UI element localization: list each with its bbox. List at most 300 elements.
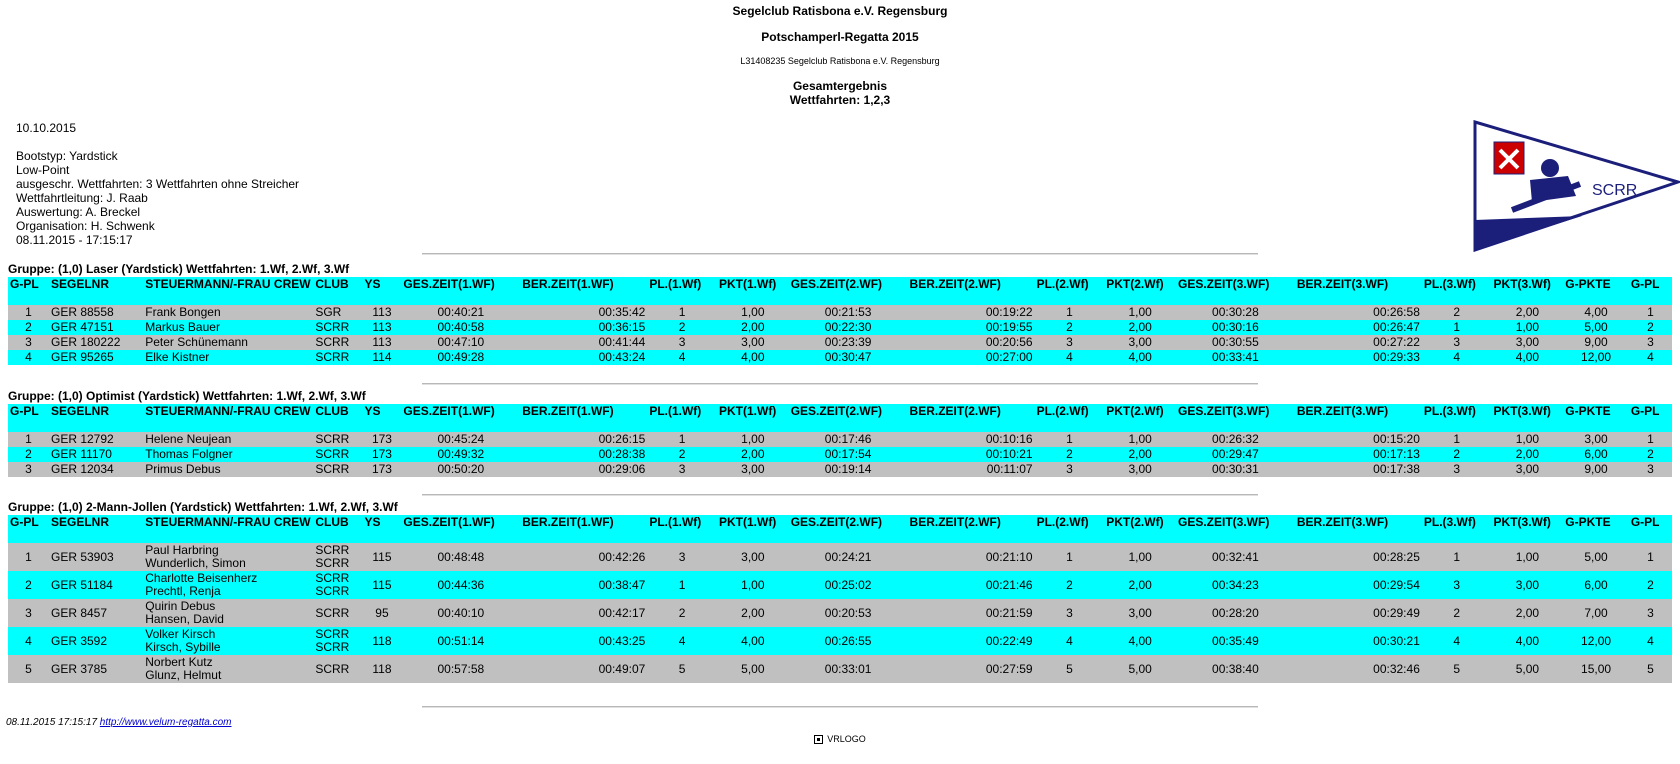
group-optimist bbox=[8, 389, 1672, 477]
cell-pkt-3: 3,00 bbox=[1492, 571, 1564, 599]
club-pennant-logo bbox=[1472, 120, 1680, 252]
cell-pkt-3: 2,00 bbox=[1492, 447, 1564, 462]
column-header-club: CLUB bbox=[313, 515, 362, 543]
cell-pl-2: 3 bbox=[1035, 462, 1105, 477]
cell-g-pkte: 6,00 bbox=[1563, 571, 1629, 599]
cell-ges-zeit-1: 00:48:48 bbox=[401, 543, 520, 571]
cell-g-pl: 4 bbox=[8, 350, 49, 365]
cell-steuermann-crew: Peter Schünemann bbox=[143, 335, 313, 350]
cell-pkt-2: 3,00 bbox=[1104, 335, 1176, 350]
column-header-pl-1: PL.(1.Wf) bbox=[647, 404, 717, 432]
cell-ber-zeit-2: 00:11:07 bbox=[908, 462, 1035, 477]
cell-pkt-1: 3,00 bbox=[717, 543, 789, 571]
column-header-club: CLUB bbox=[313, 277, 362, 305]
column-header-g-pkte: G-PKTE bbox=[1563, 515, 1629, 543]
cell-steuermann-crew: Frank Bongen bbox=[143, 305, 313, 320]
column-header-pl-3: PL.(3.Wf) bbox=[1422, 404, 1492, 432]
info-line: ausgeschr. Wettfahrten: 3 Wettfahrten ohne Streicher bbox=[16, 177, 300, 191]
cell-ber-zeit-2: 00:10:21 bbox=[908, 447, 1035, 462]
column-header-segelnr: SEGELNR bbox=[49, 404, 143, 432]
cell-pl-3: 1 bbox=[1422, 432, 1492, 447]
cell-ber-zeit-1: 00:28:38 bbox=[520, 447, 647, 462]
table-row bbox=[8, 432, 1672, 447]
cell-ys: 118 bbox=[363, 627, 402, 655]
cell-pl-1: 1 bbox=[647, 305, 717, 320]
header-row bbox=[8, 277, 1672, 305]
vrlogo-text: VRLOGO bbox=[827, 734, 866, 744]
column-header-ges-zeit-2: GES.ZEIT(2.WF) bbox=[789, 515, 908, 543]
cell-ber-zeit-2: 00:21:46 bbox=[908, 571, 1035, 599]
cell-g-pl: 2 bbox=[8, 320, 49, 335]
cell-ges-zeit-2: 00:25:02 bbox=[789, 571, 908, 599]
column-header-pl-2: PL.(2.Wf) bbox=[1035, 404, 1105, 432]
cell-ys: 114 bbox=[363, 350, 402, 365]
cell-ges-zeit-1: 00:40:58 bbox=[401, 320, 520, 335]
cell-pl-3: 4 bbox=[1422, 350, 1492, 365]
cell-ber-zeit-1: 00:43:25 bbox=[520, 627, 647, 655]
cell-ges-zeit-3: 00:38:40 bbox=[1176, 655, 1295, 683]
cell-club: SCRR bbox=[313, 432, 362, 447]
cell-g-pkte: 9,00 bbox=[1563, 462, 1629, 477]
column-header-ys: YS bbox=[363, 515, 402, 543]
cell-g-pkte: 5,00 bbox=[1563, 320, 1629, 335]
column-header-ber-zeit-2: BER.ZEIT(2.WF) bbox=[908, 277, 1035, 305]
cell-pl-3: 2 bbox=[1422, 599, 1492, 627]
cell-pl-3: 3 bbox=[1422, 335, 1492, 350]
column-header-ges-zeit-1: GES.ZEIT(1.WF) bbox=[401, 515, 520, 543]
column-header-pkt-2: PKT(2.Wf) bbox=[1104, 515, 1176, 543]
cell-pkt-3: 1,00 bbox=[1492, 320, 1564, 335]
results-table bbox=[8, 515, 1672, 683]
column-header-pl-1: PL.(1.Wf) bbox=[647, 277, 717, 305]
cell-g-pkte: 3,00 bbox=[1563, 432, 1629, 447]
cell-pl-1: 2 bbox=[647, 599, 717, 627]
results-table bbox=[8, 277, 1672, 365]
cell-g-pl-final: 1 bbox=[1629, 543, 1672, 571]
cell-g-pkte: 4,00 bbox=[1563, 305, 1629, 320]
cell-pl-1: 1 bbox=[647, 432, 717, 447]
column-header-pl-3: PL.(3.Wf) bbox=[1422, 277, 1492, 305]
cell-ges-zeit-2: 00:20:53 bbox=[789, 599, 908, 627]
cell-ber-zeit-2: 00:19:22 bbox=[908, 305, 1035, 320]
cell-pkt-2: 1,00 bbox=[1104, 305, 1176, 320]
cell-pl-1: 5 bbox=[647, 655, 717, 683]
cell-g-pl: 1 bbox=[8, 543, 49, 571]
cell-ber-zeit-1: 00:41:44 bbox=[520, 335, 647, 350]
cell-club: SCRR bbox=[313, 320, 362, 335]
column-header-g-pl-final: G-PL bbox=[1629, 515, 1672, 543]
info-line: Low-Point bbox=[16, 163, 70, 177]
cell-pkt-2: 4,00 bbox=[1104, 627, 1176, 655]
cell-club: SCRR bbox=[313, 447, 362, 462]
cell-pl-1: 1 bbox=[647, 571, 717, 599]
cell-steuermann-crew: Helene Neujean bbox=[143, 432, 313, 447]
cell-ys: 95 bbox=[363, 599, 402, 627]
group-title: Gruppe: (1,0) Laser (Yardstick) Wettfahrten: 1.Wf, 2.Wf, 3.Wf bbox=[8, 262, 350, 276]
cell-segelnr: GER 3592 bbox=[49, 627, 143, 655]
cell-segelnr: GER 47151 bbox=[49, 320, 143, 335]
cell-steuermann-crew: Primus Debus bbox=[143, 462, 313, 477]
cell-pl-3: 4 bbox=[1422, 627, 1492, 655]
column-header-g-pl: G-PL bbox=[8, 277, 49, 305]
group-laser bbox=[8, 262, 1672, 365]
cell-g-pl-final: 5 bbox=[1629, 655, 1672, 683]
table-row bbox=[8, 627, 1672, 655]
header-row bbox=[8, 404, 1672, 432]
footer bbox=[6, 717, 232, 728]
cell-pl-1: 4 bbox=[647, 350, 717, 365]
column-header-pkt-1: PKT(1.Wf) bbox=[717, 277, 789, 305]
cell-g-pl: 1 bbox=[8, 305, 49, 320]
cell-ber-zeit-3: 00:17:38 bbox=[1295, 462, 1422, 477]
cell-pl-1: 3 bbox=[647, 335, 717, 350]
column-header-ges-zeit-3: GES.ZEIT(3.WF) bbox=[1176, 515, 1295, 543]
cell-ges-zeit-2: 00:33:01 bbox=[789, 655, 908, 683]
cell-g-pl-final: 1 bbox=[1629, 432, 1672, 447]
cell-pkt-1: 2,00 bbox=[717, 320, 789, 335]
regatta-code: L31408235 Segelclub Ratisbona e.V. Regensburg bbox=[740, 56, 940, 66]
cell-ges-zeit-1: 00:40:10 bbox=[401, 599, 520, 627]
cell-ber-zeit-1: 00:36:15 bbox=[520, 320, 647, 335]
cell-g-pl-final: 2 bbox=[1629, 320, 1672, 335]
cell-ges-zeit-2: 00:17:46 bbox=[789, 432, 908, 447]
club-title: Segelclub Ratisbona e.V. Regensburg bbox=[732, 4, 948, 18]
table-row bbox=[8, 335, 1672, 350]
cell-pl-2: 2 bbox=[1035, 447, 1105, 462]
cell-club: SCRR SCRR bbox=[313, 627, 362, 655]
cell-pkt-2: 1,00 bbox=[1104, 543, 1176, 571]
cell-pl-1: 2 bbox=[647, 447, 717, 462]
cell-steuermann-crew: Quirin Debus Hansen, David bbox=[143, 599, 313, 627]
results-table bbox=[8, 404, 1672, 477]
column-header-pl-2: PL.(2.Wf) bbox=[1035, 515, 1105, 543]
cell-ber-zeit-1: 00:49:07 bbox=[520, 655, 647, 683]
cell-pkt-2: 2,00 bbox=[1104, 447, 1176, 462]
cell-pkt-2: 2,00 bbox=[1104, 320, 1176, 335]
cell-g-pl-final: 2 bbox=[1629, 447, 1672, 462]
cell-ges-zeit-3: 00:34:23 bbox=[1176, 571, 1295, 599]
cell-pkt-2: 3,00 bbox=[1104, 599, 1176, 627]
cell-g-pkte: 12,00 bbox=[1563, 627, 1629, 655]
cell-pl-2: 4 bbox=[1035, 350, 1105, 365]
cell-club: SCRR bbox=[313, 350, 362, 365]
table-row bbox=[8, 305, 1672, 320]
column-header-ges-zeit-2: GES.ZEIT(2.WF) bbox=[789, 404, 908, 432]
cell-pkt-2: 4,00 bbox=[1104, 350, 1176, 365]
cell-ges-zeit-3: 00:30:16 bbox=[1176, 320, 1295, 335]
table-row bbox=[8, 320, 1672, 335]
regatta-title: Potschamperl-Regatta 2015 bbox=[761, 30, 919, 44]
column-header-ber-zeit-2: BER.ZEIT(2.WF) bbox=[908, 404, 1035, 432]
cell-ges-zeit-3: 00:30:55 bbox=[1176, 335, 1295, 350]
info-line: Wettfahrtleitung: J. Raab bbox=[16, 191, 148, 205]
velum-link[interactable]: http://www.velum-regatta.com bbox=[99, 717, 232, 728]
cell-ber-zeit-3: 00:29:33 bbox=[1295, 350, 1422, 365]
cell-club: SCRR bbox=[313, 599, 362, 627]
column-header-pkt-3: PKT(3.Wf) bbox=[1492, 277, 1564, 305]
cell-segelnr: GER 8457 bbox=[49, 599, 143, 627]
column-header-ber-zeit-3: BER.ZEIT(3.WF) bbox=[1295, 277, 1422, 305]
cell-ys: 113 bbox=[363, 305, 402, 320]
cell-ys: 173 bbox=[363, 432, 402, 447]
cell-pkt-1: 1,00 bbox=[717, 305, 789, 320]
cell-pkt-3: 1,00 bbox=[1492, 432, 1564, 447]
column-header-g-pkte: G-PKTE bbox=[1563, 277, 1629, 305]
cell-pkt-3: 3,00 bbox=[1492, 462, 1564, 477]
info-line: Organisation: H. Schwenk bbox=[16, 219, 155, 233]
cell-g-pkte: 5,00 bbox=[1563, 543, 1629, 571]
cell-ges-zeit-3: 00:28:20 bbox=[1176, 599, 1295, 627]
column-header-ges-zeit-1: GES.ZEIT(1.WF) bbox=[401, 404, 520, 432]
cell-ges-zeit-2: 00:30:47 bbox=[789, 350, 908, 365]
column-header-pkt-2: PKT(2.Wf) bbox=[1104, 404, 1176, 432]
cell-pl-3: 3 bbox=[1422, 571, 1492, 599]
cell-pl-3: 3 bbox=[1422, 462, 1492, 477]
cell-ges-zeit-3: 00:30:31 bbox=[1176, 462, 1295, 477]
cell-steuermann-crew: Charlotte Beisenherz Prechtl, Renja bbox=[143, 571, 313, 599]
column-header-pkt-1: PKT(1.Wf) bbox=[717, 515, 789, 543]
cell-segelnr: GER 12792 bbox=[49, 432, 143, 447]
cell-ber-zeit-3: 00:28:25 bbox=[1295, 543, 1422, 571]
cell-segelnr: GER 12034 bbox=[49, 462, 143, 477]
cell-ber-zeit-2: 00:21:10 bbox=[908, 543, 1035, 571]
cell-pkt-3: 2,00 bbox=[1492, 599, 1564, 627]
column-header-ber-zeit-3: BER.ZEIT(3.WF) bbox=[1295, 404, 1422, 432]
cell-ber-zeit-2: 00:27:59 bbox=[908, 655, 1035, 683]
cell-pkt-1: 3,00 bbox=[717, 462, 789, 477]
regatta-info bbox=[16, 121, 299, 247]
cell-ges-zeit-2: 00:19:14 bbox=[789, 462, 908, 477]
cell-pl-3: 1 bbox=[1422, 320, 1492, 335]
column-header-pl-2: PL.(2.Wf) bbox=[1035, 277, 1105, 305]
column-header-pl-3: PL.(3.Wf) bbox=[1422, 515, 1492, 543]
cell-ber-zeit-3: 00:29:49 bbox=[1295, 599, 1422, 627]
cell-pl-2: 3 bbox=[1035, 335, 1105, 350]
cell-pl-1: 3 bbox=[647, 543, 717, 571]
column-header-ys: YS bbox=[363, 277, 402, 305]
cell-ber-zeit-2: 00:21:59 bbox=[908, 599, 1035, 627]
cell-g-pkte: 12,00 bbox=[1563, 350, 1629, 365]
cell-ber-zeit-3: 00:26:58 bbox=[1295, 305, 1422, 320]
cell-pkt-3: 5,00 bbox=[1492, 655, 1564, 683]
cell-g-pl: 4 bbox=[8, 627, 49, 655]
cell-ber-zeit-3: 00:26:47 bbox=[1295, 320, 1422, 335]
cell-pkt-1: 5,00 bbox=[717, 655, 789, 683]
cell-pkt-1: 2,00 bbox=[717, 599, 789, 627]
cell-pl-1: 4 bbox=[647, 627, 717, 655]
cell-steuermann-crew: Norbert Kutz Glunz, Helmut bbox=[143, 655, 313, 683]
cell-ges-zeit-1: 00:47:10 bbox=[401, 335, 520, 350]
cell-ber-zeit-3: 00:15:20 bbox=[1295, 432, 1422, 447]
column-header-pkt-3: PKT(3.Wf) bbox=[1492, 515, 1564, 543]
cell-g-pl: 2 bbox=[8, 571, 49, 599]
info-line: Auswertung: A. Breckel bbox=[16, 205, 141, 219]
cell-g-pl: 1 bbox=[8, 432, 49, 447]
cell-ber-zeit-2: 00:22:49 bbox=[908, 627, 1035, 655]
cell-ges-zeit-1: 00:50:20 bbox=[401, 462, 520, 477]
vrlogo-icon bbox=[814, 735, 823, 744]
cell-ges-zeit-2: 00:23:39 bbox=[789, 335, 908, 350]
info-line: Bootstyp: Yardstick bbox=[16, 149, 118, 163]
cell-ber-zeit-2: 00:10:16 bbox=[908, 432, 1035, 447]
cell-pkt-1: 1,00 bbox=[717, 571, 789, 599]
column-header-ber-zeit-1: BER.ZEIT(1.WF) bbox=[520, 404, 647, 432]
cell-ber-zeit-2: 00:19:55 bbox=[908, 320, 1035, 335]
cell-pkt-3: 4,00 bbox=[1492, 350, 1564, 365]
cell-club: SCRR SCRR bbox=[313, 571, 362, 599]
column-header-steuermann-crew: STEUERMANN/-FRAU CREW bbox=[143, 404, 313, 432]
cell-pl-2: 1 bbox=[1035, 305, 1105, 320]
cell-pl-3: 5 bbox=[1422, 655, 1492, 683]
table-row bbox=[8, 571, 1672, 599]
cell-ges-zeit-1: 00:40:21 bbox=[401, 305, 520, 320]
column-header-steuermann-crew: STEUERMANN/-FRAU CREW bbox=[143, 515, 313, 543]
column-header-g-pkte: G-PKTE bbox=[1563, 404, 1629, 432]
cell-pl-2: 3 bbox=[1035, 599, 1105, 627]
cell-pkt-1: 1,00 bbox=[717, 432, 789, 447]
column-header-ber-zeit-1: BER.ZEIT(1.WF) bbox=[520, 277, 647, 305]
header-row bbox=[8, 515, 1672, 543]
cell-ber-zeit-1: 00:29:06 bbox=[520, 462, 647, 477]
cell-segelnr: GER 88558 bbox=[49, 305, 143, 320]
cell-segelnr: GER 11170 bbox=[49, 447, 143, 462]
cell-ber-zeit-3: 00:27:22 bbox=[1295, 335, 1422, 350]
cell-ges-zeit-3: 00:33:41 bbox=[1176, 350, 1295, 365]
cell-ys: 173 bbox=[363, 462, 402, 477]
logo-text: SCRR bbox=[1592, 182, 1638, 199]
cell-ges-zeit-2: 00:21:53 bbox=[789, 305, 908, 320]
info-line: 08.11.2015 - 17:15:17 bbox=[16, 233, 133, 247]
cell-g-pl: 3 bbox=[8, 462, 49, 477]
cell-ges-zeit-1: 00:51:14 bbox=[401, 627, 520, 655]
cell-pkt-1: 4,00 bbox=[717, 627, 789, 655]
column-header-segelnr: SEGELNR bbox=[49, 515, 143, 543]
cell-pl-2: 1 bbox=[1035, 432, 1105, 447]
cell-pkt-2: 1,00 bbox=[1104, 432, 1176, 447]
cell-g-pl: 5 bbox=[8, 655, 49, 683]
races-title: Wettfahrten: 1,2,3 bbox=[789, 93, 891, 107]
info-date: 10.10.2015 bbox=[16, 121, 77, 135]
cell-pkt-1: 3,00 bbox=[717, 335, 789, 350]
cell-ges-zeit-3: 00:32:41 bbox=[1176, 543, 1295, 571]
cell-pkt-2: 5,00 bbox=[1104, 655, 1176, 683]
column-header-ber-zeit-2: BER.ZEIT(2.WF) bbox=[908, 515, 1035, 543]
cell-pl-1: 2 bbox=[647, 320, 717, 335]
group-title: Gruppe: (1,0) Optimist (Yardstick) Wettfahrten: 1.Wf, 2.Wf, 3.Wf bbox=[8, 389, 366, 403]
table-row bbox=[8, 543, 1672, 571]
cell-club: SCRR SCRR bbox=[313, 543, 362, 571]
group-title: Gruppe: (1,0) 2-Mann-Jollen (Yardstick) Wettfahrten: 1.Wf, 2.Wf, 3.Wf bbox=[8, 500, 398, 514]
group-2-mann-jollen bbox=[8, 500, 1672, 683]
cell-g-pl-final: 3 bbox=[1629, 335, 1672, 350]
cell-pkt-2: 2,00 bbox=[1104, 571, 1176, 599]
cell-steuermann-crew: Thomas Folgner bbox=[143, 447, 313, 462]
cell-g-pl-final: 2 bbox=[1629, 571, 1672, 599]
table-row bbox=[8, 350, 1672, 365]
cell-g-pkte: 15,00 bbox=[1563, 655, 1629, 683]
cell-ges-zeit-1: 00:45:24 bbox=[401, 432, 520, 447]
cell-g-pkte: 6,00 bbox=[1563, 447, 1629, 462]
cell-g-pl: 2 bbox=[8, 447, 49, 462]
column-header-ges-zeit-2: GES.ZEIT(2.WF) bbox=[789, 277, 908, 305]
cell-segelnr: GER 3785 bbox=[49, 655, 143, 683]
column-header-ges-zeit-1: GES.ZEIT(1.WF) bbox=[401, 277, 520, 305]
cell-ges-zeit-2: 00:24:21 bbox=[789, 543, 908, 571]
cell-ber-zeit-1: 00:42:17 bbox=[520, 599, 647, 627]
cell-g-pl-final: 4 bbox=[1629, 627, 1672, 655]
table-row bbox=[8, 462, 1672, 477]
cell-pl-3: 2 bbox=[1422, 305, 1492, 320]
column-header-segelnr: SEGELNR bbox=[49, 277, 143, 305]
cell-pkt-3: 2,00 bbox=[1492, 305, 1564, 320]
cell-ges-zeit-1: 00:57:58 bbox=[401, 655, 520, 683]
cell-pl-2: 5 bbox=[1035, 655, 1105, 683]
footer-timestamp: 08.11.2015 17:15:17 bbox=[6, 717, 98, 728]
column-header-pkt-2: PKT(2.Wf) bbox=[1104, 277, 1176, 305]
cell-ges-zeit-3: 00:26:32 bbox=[1176, 432, 1295, 447]
cell-g-pl-final: 1 bbox=[1629, 305, 1672, 320]
cell-ys: 118 bbox=[363, 655, 402, 683]
column-header-pkt-1: PKT(1.Wf) bbox=[717, 404, 789, 432]
column-header-g-pl: G-PL bbox=[8, 404, 49, 432]
cell-g-pl-final: 3 bbox=[1629, 599, 1672, 627]
cell-g-pkte: 7,00 bbox=[1563, 599, 1629, 627]
result-title: Gesamtergebnis bbox=[792, 79, 888, 93]
cell-club: SCRR bbox=[313, 335, 362, 350]
cell-steuermann-crew: Paul Harbring Wunderlich, Simon bbox=[143, 543, 313, 571]
cell-pl-2: 4 bbox=[1035, 627, 1105, 655]
cell-ys: 113 bbox=[363, 320, 402, 335]
cell-ges-zeit-1: 00:44:36 bbox=[401, 571, 520, 599]
cell-ber-zeit-1: 00:42:26 bbox=[520, 543, 647, 571]
cell-g-pl-final: 4 bbox=[1629, 350, 1672, 365]
cell-pl-3: 2 bbox=[1422, 447, 1492, 462]
cell-ges-zeit-2: 00:17:54 bbox=[789, 447, 908, 462]
cell-g-pkte: 9,00 bbox=[1563, 335, 1629, 350]
cell-club: SCRR bbox=[313, 462, 362, 477]
cell-ges-zeit-1: 00:49:28 bbox=[401, 350, 520, 365]
column-header-ys: YS bbox=[363, 404, 402, 432]
cell-ges-zeit-3: 00:30:28 bbox=[1176, 305, 1295, 320]
cell-ber-zeit-3: 00:29:54 bbox=[1295, 571, 1422, 599]
cell-ys: 173 bbox=[363, 447, 402, 462]
cell-ber-zeit-1: 00:26:15 bbox=[520, 432, 647, 447]
cell-steuermann-crew: Markus Bauer bbox=[143, 320, 313, 335]
cell-ber-zeit-1: 00:35:42 bbox=[520, 305, 647, 320]
cell-ges-zeit-3: 00:29:47 bbox=[1176, 447, 1295, 462]
table-row bbox=[8, 655, 1672, 683]
cell-pkt-3: 1,00 bbox=[1492, 543, 1564, 571]
column-header-g-pl-final: G-PL bbox=[1629, 404, 1672, 432]
cell-ber-zeit-1: 00:38:47 bbox=[520, 571, 647, 599]
column-header-g-pl-final: G-PL bbox=[1629, 277, 1672, 305]
cell-ber-zeit-3: 00:32:46 bbox=[1295, 655, 1422, 683]
cell-steuermann-crew: Elke Kistner bbox=[143, 350, 313, 365]
column-header-club: CLUB bbox=[313, 404, 362, 432]
cell-pkt-2: 3,00 bbox=[1104, 462, 1176, 477]
column-header-pkt-3: PKT(3.Wf) bbox=[1492, 404, 1564, 432]
cell-ges-zeit-1: 00:49:32 bbox=[401, 447, 520, 462]
cell-ges-zeit-2: 00:26:55 bbox=[789, 627, 908, 655]
cell-ges-zeit-3: 00:35:49 bbox=[1176, 627, 1295, 655]
column-header-pl-1: PL.(1.Wf) bbox=[647, 515, 717, 543]
cell-segelnr: GER 51184 bbox=[49, 571, 143, 599]
cell-pl-2: 1 bbox=[1035, 543, 1105, 571]
cell-pl-2: 2 bbox=[1035, 320, 1105, 335]
cell-pkt-1: 4,00 bbox=[717, 350, 789, 365]
cell-ys: 113 bbox=[363, 335, 402, 350]
vrlogo bbox=[0, 734, 1680, 744]
